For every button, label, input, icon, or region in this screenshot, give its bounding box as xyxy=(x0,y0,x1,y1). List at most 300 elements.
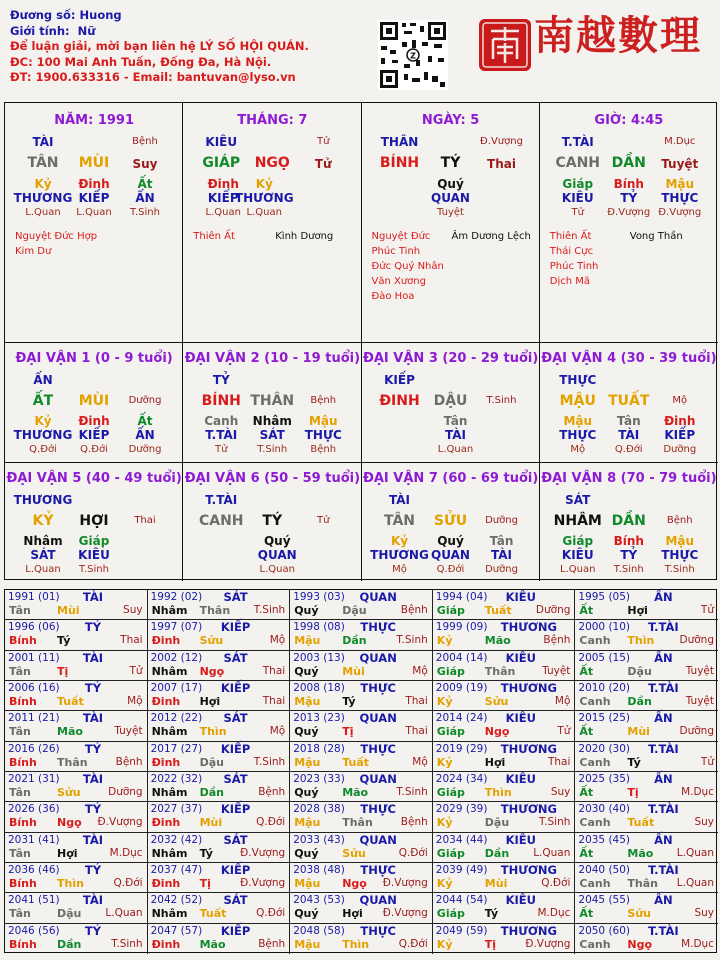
hidden-stem-stage: L.Quan xyxy=(246,207,282,218)
year-cell[interactable] xyxy=(290,893,433,923)
year-cell[interactable] xyxy=(575,651,718,681)
shen-sha-star: Phúc Tinh xyxy=(371,246,421,257)
dai-van-god: TÀI xyxy=(388,492,410,507)
year-stem: Bính xyxy=(9,695,37,708)
year-stem: Giáp xyxy=(436,786,465,799)
year-cell[interactable] xyxy=(290,620,433,650)
year-label: 2016 (26) xyxy=(8,742,60,755)
dai-van-hidden-stem: Quý xyxy=(437,533,464,548)
dai-van-hidden-god: ẤN xyxy=(135,428,155,442)
hidden-stem-stage: L.Quan xyxy=(205,207,241,218)
dai-van-stage: Mộ xyxy=(672,395,688,406)
year-god: THƯƠNG xyxy=(500,741,557,756)
dai-van-hidden-stage: Q.Đới xyxy=(614,444,643,455)
year-cell[interactable] xyxy=(433,651,576,681)
pillar-stage-top: Tử xyxy=(317,136,330,147)
year-stage: L.Quan xyxy=(105,907,143,920)
hidden-stem: Kỷ xyxy=(255,177,273,191)
year-label: 2027 (37) xyxy=(150,803,203,816)
year-label: 1997 (07) xyxy=(150,621,203,634)
year-label: 2007 (17) xyxy=(150,682,203,694)
pillar-title: NĂM: 1991 xyxy=(54,113,135,128)
brand-logo-text: 南越數理 xyxy=(534,12,702,59)
year-god: ẤN xyxy=(654,832,673,847)
dai-van-title: ĐẠI VẬN 5 (40 - 49 tuổi) xyxy=(6,470,182,486)
year-god: KIÊU xyxy=(505,893,536,908)
dai-van-title: ĐẠI VẬN 3 (20 - 29 tuổi) xyxy=(362,351,539,366)
year-cell[interactable] xyxy=(433,711,576,741)
year-god: THƯƠNG xyxy=(500,681,557,695)
year-label: 2048 (58) xyxy=(293,924,345,937)
year-cell[interactable] xyxy=(148,620,291,650)
year-branch: Ngọ xyxy=(484,725,510,739)
year-cell[interactable] xyxy=(433,863,576,893)
year-label: 2035 (45) xyxy=(578,833,631,846)
dai-van-hidden-stage: T.Sinh xyxy=(664,563,695,575)
year-god: THƯƠNG xyxy=(500,863,557,877)
year-cell[interactable] xyxy=(290,924,433,954)
year-god: T.TÀI xyxy=(648,802,679,817)
year-cell[interactable] xyxy=(148,863,291,893)
year-cell[interactable] xyxy=(433,590,576,620)
header-info xyxy=(10,8,370,86)
pillar-stage: Tử xyxy=(314,157,332,171)
year-cell[interactable] xyxy=(433,893,576,923)
hidden-stem: Đinh xyxy=(78,177,110,191)
year-god: T.TÀI xyxy=(648,620,679,635)
pillar-stage-top: Bệnh xyxy=(132,136,158,147)
year-god: TÀI xyxy=(82,650,104,665)
year-label: 2024 (34) xyxy=(435,773,488,785)
year-cell[interactable] xyxy=(575,590,718,620)
year-cell[interactable] xyxy=(290,833,433,863)
dai-van-hidden-stem: Nhâm xyxy=(23,533,63,548)
year-stage: M.Dục xyxy=(681,786,714,798)
year-branch: Tý xyxy=(199,846,213,860)
year-cell[interactable] xyxy=(575,742,718,772)
year-god: TỶ xyxy=(84,681,102,695)
year-cell[interactable] xyxy=(290,742,433,772)
year-cell[interactable] xyxy=(148,742,291,772)
year-branch: Tị xyxy=(199,877,211,890)
year-cell[interactable] xyxy=(575,681,718,711)
year-cell[interactable] xyxy=(5,772,148,802)
year-label: 2029 (39) xyxy=(435,803,488,816)
dai-van-stage: Dưỡng xyxy=(128,395,162,406)
year-cell[interactable] xyxy=(290,590,433,620)
year-god: QUAN xyxy=(359,650,397,665)
year-stem: Đinh xyxy=(151,937,181,951)
year-stage: Bệnh xyxy=(258,786,286,798)
hidden-stem-god: THỰC xyxy=(661,191,699,205)
hidden-stem-stage: T.Sinh xyxy=(130,207,160,218)
year-branch: Tuất xyxy=(199,907,227,921)
year-stage: Bệnh xyxy=(400,604,428,616)
dai-van-hidden-god: THƯƠNG xyxy=(13,428,73,442)
hidden-stem-god: THƯƠNG xyxy=(13,191,73,205)
dai-van-stem: NHÂM xyxy=(553,512,602,529)
year-label: 2040 (50) xyxy=(578,864,631,876)
shen-sha-star-right: Vong Thần xyxy=(629,231,683,242)
year-stem: Giáp xyxy=(436,907,465,921)
year-stem: Ất xyxy=(579,786,594,799)
year-cell[interactable] xyxy=(148,651,291,681)
dai-van-hidden-stem: Tân xyxy=(489,533,514,548)
dai-van-god: ẤN xyxy=(33,373,53,387)
dai-van-6 xyxy=(183,462,361,582)
year-label: 2002 (12) xyxy=(150,651,203,664)
year-cell[interactable] xyxy=(433,742,576,772)
year-cell[interactable] xyxy=(148,681,291,711)
dai-van-hidden-god: TỶ xyxy=(620,547,638,562)
dai-van-hidden-stage: Dưỡng xyxy=(128,444,162,455)
year-cell[interactable] xyxy=(433,620,576,650)
dai-van-branch: HỢI xyxy=(79,512,109,529)
year-stage: M.Dục xyxy=(681,937,714,950)
year-label: 2003 (13) xyxy=(293,651,345,664)
year-stem: Bính xyxy=(9,816,37,830)
year-stem: Ất xyxy=(579,846,594,860)
year-stem: Giáp xyxy=(436,664,465,678)
pillar-stage-top: M.Dục xyxy=(664,136,696,147)
dai-van-5 xyxy=(5,462,183,582)
year-cell[interactable] xyxy=(433,924,576,954)
dai-van-hidden-stage: T.Sinh xyxy=(79,563,109,575)
year-stage: L.Quan xyxy=(676,877,714,889)
year-god: SÁT xyxy=(223,590,248,604)
year-stage: Đ.Vượng xyxy=(525,937,571,950)
year-branch: Mão xyxy=(484,634,511,648)
dai-van-branch: THÂN xyxy=(250,393,295,409)
year-stage: Dưỡng xyxy=(535,604,571,616)
year-cell[interactable] xyxy=(5,711,148,741)
year-stage: Suy xyxy=(550,786,571,798)
year-branch: Tý xyxy=(627,755,641,769)
year-cell[interactable] xyxy=(148,893,291,923)
year-branch: Hợi xyxy=(57,846,78,860)
year-branch: Dậu xyxy=(199,755,224,769)
pillar-heavenly-stem: CANH xyxy=(555,155,601,171)
year-branch: Thân xyxy=(199,604,231,617)
qr-code-icon[interactable] xyxy=(378,20,448,90)
year-god: THƯƠNG xyxy=(500,923,557,938)
year-stage: Mộ xyxy=(127,695,143,707)
year-label: 2033 (43) xyxy=(293,833,345,846)
year-stem: Kỷ xyxy=(436,877,453,890)
year-stage: Mộ xyxy=(412,664,428,677)
year-branch: Dậu xyxy=(484,816,510,830)
year-cell[interactable] xyxy=(575,893,718,923)
year-branch: Hợi xyxy=(484,755,506,769)
year-label: 2037 (47) xyxy=(150,864,203,876)
dai-van-hidden-stem: Nhâm xyxy=(252,414,292,428)
year-cell[interactable] xyxy=(290,711,433,741)
pillar-earthly-branch: DẦN xyxy=(611,155,646,171)
year-branch: Ngọ xyxy=(627,937,653,951)
dai-van-stem: TÂN xyxy=(383,512,415,529)
dai-van-stem: KỶ xyxy=(32,512,54,529)
dai-van-4 xyxy=(540,342,718,462)
year-label: 2000 (10) xyxy=(578,621,631,634)
year-stem: Canh xyxy=(579,755,611,769)
year-god: ẤN xyxy=(654,650,673,665)
year-cell[interactable] xyxy=(148,802,291,832)
year-stage: Đ.Vượng xyxy=(382,907,428,920)
year-stage: Đ.Vượng xyxy=(240,846,286,859)
year-god: ẤN xyxy=(654,893,673,908)
dai-van-hidden-stem: Bính xyxy=(613,533,644,548)
year-branch: Dần xyxy=(199,786,224,799)
dai-van-god: SÁT xyxy=(565,492,591,507)
year-stem: Đinh xyxy=(151,634,181,648)
year-stage: Bệnh xyxy=(543,634,571,647)
year-branch: Ngọ xyxy=(342,877,367,890)
year-cell[interactable] xyxy=(290,651,433,681)
year-label: 2034 (44) xyxy=(435,833,488,846)
year-stage: T.Sinh xyxy=(538,816,571,829)
year-stem: Quý xyxy=(294,786,319,799)
year-cell[interactable] xyxy=(5,802,148,832)
year-cell[interactable] xyxy=(148,772,291,802)
year-branch: Thìn xyxy=(199,725,227,739)
contact-address: ĐC: 100 Mai Anh Tuấn, Đống Đa, Hà Nội. xyxy=(10,54,272,69)
year-god: THỰC xyxy=(360,923,396,938)
year-stem: Tân xyxy=(9,786,31,799)
year-stem: Tân xyxy=(9,907,31,921)
dai-van-hidden-stem: Tân xyxy=(616,414,641,428)
hidden-stem-stage: Tuyệt xyxy=(437,207,464,218)
year-cell[interactable] xyxy=(575,833,718,863)
year-branch: Tuất xyxy=(484,604,512,617)
year-god: THỰC xyxy=(360,802,396,817)
year-cell[interactable] xyxy=(5,924,148,954)
year-label: 1991 (01) xyxy=(8,591,60,603)
year-cell[interactable] xyxy=(433,833,576,863)
hidden-stem-god: ẤN xyxy=(135,191,155,205)
year-branch: Ngọ xyxy=(199,664,225,678)
year-cell[interactable] xyxy=(5,742,148,772)
year-stem: Đinh xyxy=(151,877,181,890)
year-cell[interactable] xyxy=(148,590,291,620)
year-stem: Quý xyxy=(294,664,319,678)
dai-van-branch: MÙI xyxy=(78,393,110,409)
dai-van-hidden-god: TÀI xyxy=(490,547,512,562)
year-stem: Tân xyxy=(9,725,31,739)
year-stage: Mộ xyxy=(269,634,286,647)
year-stem: Ất xyxy=(579,604,594,617)
year-label: 2019 (29) xyxy=(435,742,488,755)
dai-van-stem: ĐINH xyxy=(379,393,420,409)
year-branch: Mùi xyxy=(57,604,80,617)
year-stem: Kỷ xyxy=(436,937,453,951)
year-stage: Đ.Vượng xyxy=(240,877,286,889)
year-god: ẤN xyxy=(654,590,673,604)
year-god: TÀI xyxy=(82,893,104,908)
year-cell[interactable] xyxy=(290,863,433,893)
dai-van-title: ĐẠI VẬN 2 (10 - 19 tuổi) xyxy=(184,351,361,366)
dai-van-god: THỰC xyxy=(559,373,597,387)
year-stage: Thai xyxy=(262,695,286,707)
year-branch: Thân xyxy=(57,755,88,769)
year-stem: Quý xyxy=(294,846,319,860)
dai-van-hidden-god: KIẾP xyxy=(664,428,696,442)
year-stem: Bính xyxy=(9,634,37,648)
year-cell[interactable] xyxy=(575,711,718,741)
pillar-stage-top: Đ.Vượng xyxy=(480,136,523,147)
year-cell[interactable] xyxy=(5,681,148,711)
pillar-earthly-branch: MÙI xyxy=(78,155,110,171)
hidden-stem: Kỷ xyxy=(34,177,52,191)
year-label: 1999 (09) xyxy=(435,621,488,634)
hidden-stem-god: QUAN xyxy=(431,191,470,205)
pillar-earthly-branch: NGỌ xyxy=(254,155,290,171)
year-cell[interactable] xyxy=(575,863,718,893)
year-cell[interactable] xyxy=(290,802,433,832)
year-god: SÁT xyxy=(223,711,248,726)
year-label: 2004 (14) xyxy=(435,651,488,664)
year-cell[interactable] xyxy=(433,681,576,711)
dai-van-stage: Dưỡng xyxy=(485,514,518,526)
year-branch: Sửu xyxy=(627,907,651,921)
dai-van-branch: TÝ xyxy=(262,512,283,529)
year-stem: Kỷ xyxy=(436,816,453,830)
year-stage: Thai xyxy=(120,634,143,647)
year-stem: Tân xyxy=(9,604,31,617)
year-stage: T.Sinh xyxy=(396,786,428,798)
year-stage: Tuyệt xyxy=(685,695,714,707)
year-god: T.TÀI xyxy=(648,923,679,938)
dai-van-hidden-stem: Giáp xyxy=(78,533,110,548)
year-god: TỶ xyxy=(84,741,102,756)
year-branch: Thìn xyxy=(627,634,655,648)
year-god: TỶ xyxy=(84,863,102,877)
dai-van-stem: ẤT xyxy=(32,393,54,409)
year-label: 2043 (53) xyxy=(293,894,345,907)
year-stage: Mộ xyxy=(554,695,571,707)
year-stem: Bính xyxy=(9,755,37,769)
year-branch: Sửu xyxy=(484,695,509,708)
dai-van-hidden-god: SÁT xyxy=(30,547,56,562)
year-label: 1994 (04) xyxy=(435,591,488,603)
year-label: 1998 (08) xyxy=(293,621,345,634)
year-stem: Mậu xyxy=(294,755,321,769)
gender-label: Giới tính: xyxy=(10,23,70,38)
year-cell[interactable] xyxy=(575,924,718,954)
year-cell[interactable] xyxy=(290,772,433,802)
year-stem: Mậu xyxy=(294,877,321,890)
year-label: 2036 (46) xyxy=(8,864,60,876)
dai-van-stem: BÍNH xyxy=(201,393,241,409)
year-cell[interactable] xyxy=(5,893,148,923)
year-stage: Thai xyxy=(405,725,428,738)
dai-van-hidden-stage: Tử xyxy=(215,444,228,455)
hidden-stem-god: THƯƠNG xyxy=(234,191,294,205)
year-stage: Tử xyxy=(700,604,714,616)
year-stem: Giáp xyxy=(436,604,465,617)
year-branch: Thân xyxy=(627,877,658,890)
dai-van-hidden-god: SÁT xyxy=(259,428,285,442)
year-stem: Canh xyxy=(579,816,611,830)
year-stem: Tân xyxy=(9,664,31,678)
year-stage: Tuyệt xyxy=(542,664,571,677)
year-stem: Nhâm xyxy=(151,604,188,617)
pillar-god-top: THÂN xyxy=(380,135,419,149)
year-cell[interactable] xyxy=(5,833,148,863)
year-branch: Thìn xyxy=(342,937,370,951)
year-stage: Q.Đới xyxy=(398,846,428,859)
year-stem: Canh xyxy=(579,634,611,648)
year-label: 2042 (52) xyxy=(150,894,203,907)
year-branch: Dần xyxy=(342,634,367,648)
dai-van-hidden-god: THỰC xyxy=(661,547,699,562)
dai-van-title: ĐẠI VẬN 4 (30 - 39 tuổi) xyxy=(541,351,717,366)
year-stage: T.Sinh xyxy=(253,755,286,768)
year-cell[interactable] xyxy=(148,924,291,954)
dai-van-hidden-god: KIÊU xyxy=(78,547,110,562)
dai-van-god: THƯƠNG xyxy=(13,492,73,507)
year-god: TỶ xyxy=(84,802,102,817)
year-label: 2005 (15) xyxy=(578,651,631,664)
year-stem: Quý xyxy=(294,907,319,921)
year-stage: T.Sinh xyxy=(111,937,143,950)
year-cell[interactable] xyxy=(148,711,291,741)
year-stage: L.Quan xyxy=(676,846,714,859)
year-label: 2021 (31) xyxy=(8,773,60,785)
year-stem: Đinh xyxy=(151,816,181,830)
year-cell[interactable] xyxy=(575,802,718,832)
year-god: QUAN xyxy=(359,832,397,847)
dai-van-god: T.TÀI xyxy=(205,492,238,507)
dai-van-hidden-god: THỰC xyxy=(304,428,342,442)
dai-van-hidden-god: KIẾP xyxy=(78,428,110,442)
dai-van-hidden-god: THƯƠNG xyxy=(370,547,429,562)
year-cell[interactable] xyxy=(575,620,718,650)
year-branch: Tị xyxy=(627,786,639,799)
pillar-4 xyxy=(540,103,718,342)
pillar-stage: Tuyệt xyxy=(661,157,699,171)
year-branch: Dậu xyxy=(627,664,652,678)
year-cell[interactable] xyxy=(5,590,148,620)
year-label: 2049 (59) xyxy=(435,924,488,937)
year-stem: Kỷ xyxy=(436,695,453,708)
year-stage: Bệnh xyxy=(115,755,143,768)
hidden-stem-god: KIẾP xyxy=(207,191,239,205)
year-cell[interactable] xyxy=(5,651,148,681)
year-branch: Mão xyxy=(199,937,226,951)
year-cell[interactable] xyxy=(5,620,148,650)
year-stage: Tuyệt xyxy=(685,664,714,677)
year-cell[interactable] xyxy=(433,802,576,832)
year-cell[interactable] xyxy=(575,772,718,802)
year-cell[interactable] xyxy=(433,772,576,802)
hidden-stem: Quý xyxy=(437,177,464,191)
year-label: 2032 (42) xyxy=(150,833,203,846)
dai-van-god: TỶ xyxy=(212,373,230,387)
shen-sha-star: Thiên Ất xyxy=(193,231,235,242)
year-branch: Tị xyxy=(57,664,69,678)
year-branch: Thân xyxy=(484,664,516,678)
year-god: SÁT xyxy=(223,893,248,908)
year-god: QUAN xyxy=(359,711,397,726)
year-cell[interactable] xyxy=(290,681,433,711)
year-stage: Tử xyxy=(129,664,143,677)
year-god: KIẾP xyxy=(220,802,251,817)
year-cell[interactable] xyxy=(148,833,291,863)
year-branch: Tý xyxy=(57,634,71,648)
year-cell[interactable] xyxy=(5,863,148,893)
dai-van-hidden-stem: Mậu xyxy=(563,414,593,428)
hidden-stem: Bính xyxy=(613,177,644,191)
